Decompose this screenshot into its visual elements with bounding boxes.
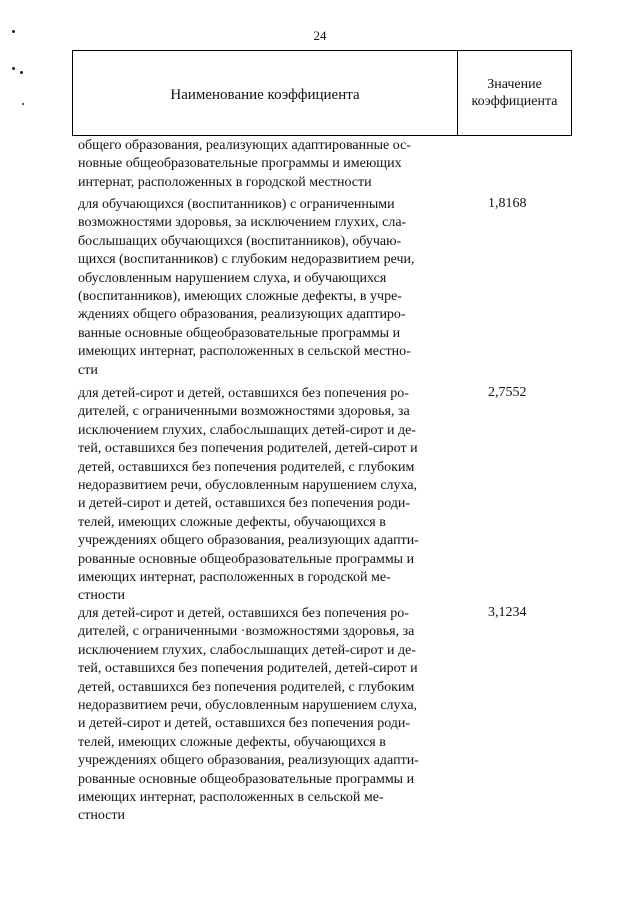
- page-number: 24: [313, 28, 327, 43]
- table-row: [78, 385, 578, 606]
- coefficient-value: 3,1234: [488, 605, 527, 620]
- table-row: [78, 137, 578, 192]
- scan-artifact-dot: [22, 103, 24, 105]
- table-row: [78, 196, 578, 380]
- coefficient-name: для детей-сирот и детей, оставшихся без попечения ро- дителей, с ограниченными возможностями здоровья, за исключением глухих, слабослышащих детей-сирот и де- тей, оставшихся без попечения родителей, детей-сирот и детей, оставшихся без попечения родителей, с глубоким недоразвитием речи, обусловленным нарушением слуха, и детей-сирот и детей, оставшихся без попечения роди- телей, имеющих сложные дефекты, обучающихся в учреждениях общего образования, реализующих адапти- рованные основные общеобразовательные программы и имеющих интернат, расположенных в городской ме- стности: [78, 386, 419, 604]
- scan-artifact-dot: [20, 71, 23, 74]
- coefficient-name: для детей-сирот и детей, оставшихся без попечения ро- дителей, с ограниченными ·возможностями здоровья, за исключением глухих, слабослышащих детей-сирот и де- тей, оставшихся без попечения родителей, детей-сирот и детей, оставшихся без попечения родителей, с глубоким недоразвитием речи, обусловленным нарушением слуха, и детей-сирот и детей, оставшихся без попечения роди- телей, имеющих сложные дефекты, обучающихся в учреждениях общего образования, реализующих адапти- рованные основные общеобразовательные программы и имеющих интернат, расположенных в сельской ме- стности: [78, 606, 419, 824]
- table-row: [78, 605, 578, 826]
- coefficient-name: общего образования, реализующих адаптированные ос- новные общеобразовательные программы и имеющих интернат, расположенных в городской местности: [78, 138, 411, 190]
- coefficient-value: 1,8168: [488, 196, 527, 211]
- coefficient-name: для обучающихся (воспитанников) с ограниченными возможностями здоровья, за исключением глухих, сла- бослышащих обучающихся (воспитанников), обучаю- щихся (воспитанников) с глубоким недоразвитием речи, обусловленным нарушением слуха, и обучающихся (воспитанников), имеющих сложные дефекты, в учре- ждениях общего образования, реализующих адаптиро- ванные основные общеобразовательные программы и имеющих интернат, расположенных в сельской местно- сти: [78, 197, 415, 378]
- coefficient-value: 2,7552: [488, 385, 527, 400]
- scan-artifact-dot: [12, 30, 15, 33]
- column-header-value: [458, 51, 571, 135]
- scan-artifact-dot: [12, 67, 15, 70]
- table-header: [72, 50, 572, 136]
- column-header-name: Наименование коэффициента: [170, 86, 360, 103]
- column-header-value-text: Значение коэффициента: [471, 77, 558, 109]
